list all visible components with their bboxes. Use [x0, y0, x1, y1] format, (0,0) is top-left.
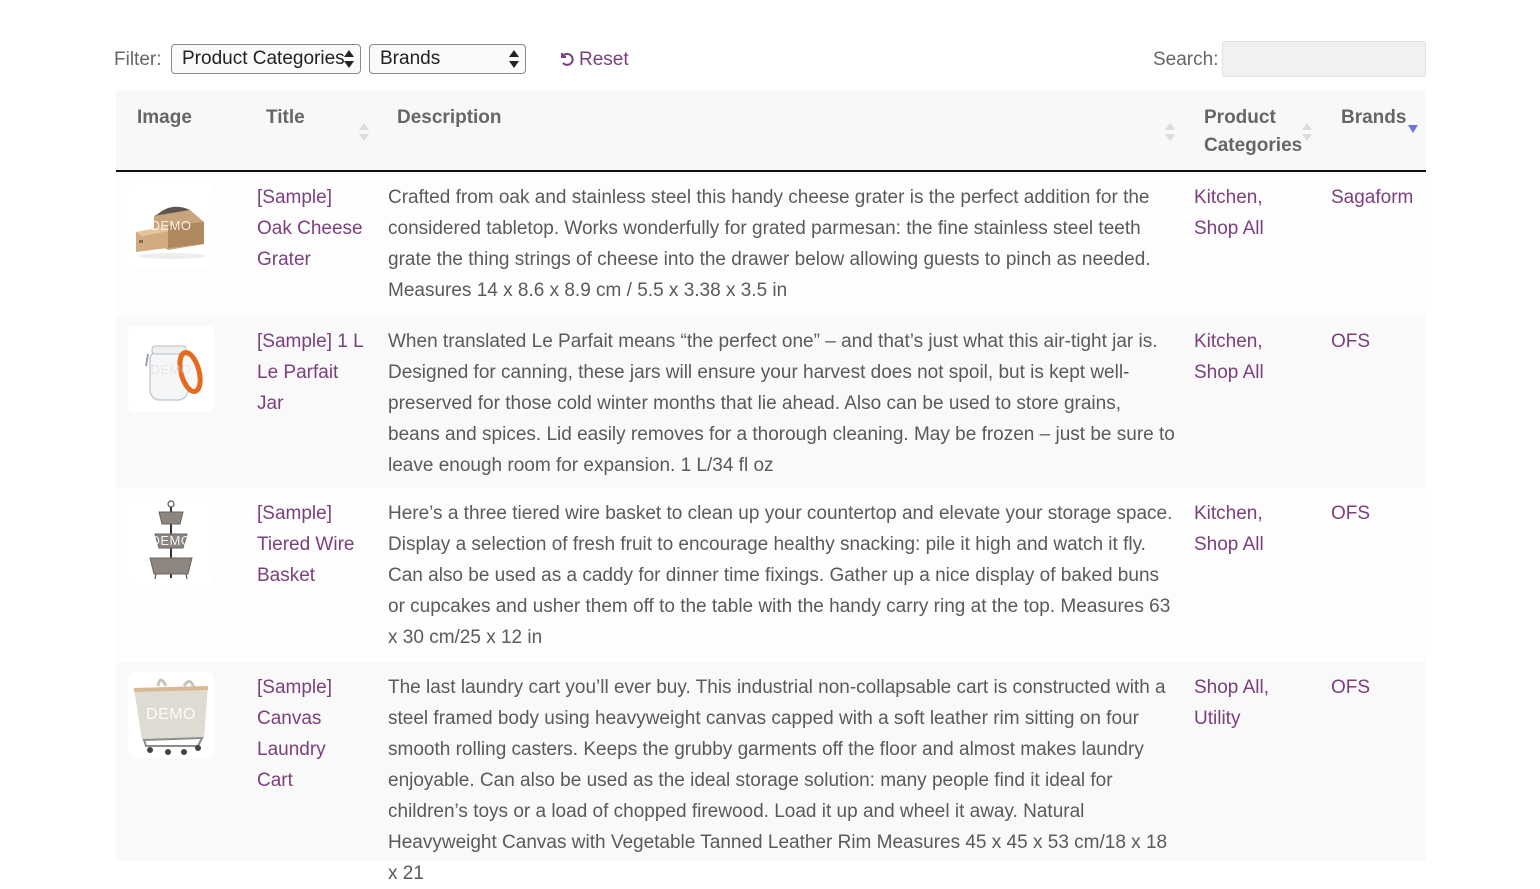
column-header-image: Image — [137, 107, 192, 128]
product-categories — [1194, 182, 1304, 244]
product-description: Crafted from oak and stainless steel this handy cheese grater is the perfect addition for the considered tabletop. Works wonderfully for grated parmesan: the fine stainless steel teeth grate the thing strings of cheese into the drawer below allowing guests to pinch as needed. Measures 14 x 8.6 x 8.9 cm / 5.5 x 3.38 x 3.5 in — [388, 187, 1151, 301]
product-thumbnail[interactable] — [128, 182, 214, 268]
category-link-kitchen[interactable]: Kitchen, — [1194, 503, 1263, 524]
filter-label: Filter: — [114, 49, 162, 70]
reset-button[interactable] — [559, 49, 629, 71]
product-description: The last laundry cart you’ll ever buy. This industrial non-collapsable cart is constructed with a steel framed body using heavyweight canvas capped with a soft leather rim sitting on four smooth rolling casters. Keeps the grubby garments off the floor and almost makes laundry enjoyable. Can also be used as the ideal storage solution: many people find it ideal for children’s toys or a load of chopped firewood. Load it up and wheel it away. Natural Heavyweight Canvas with Vegetable Tanned Leather Rim Measures 45 x 45 x 53 cm/18 x 18 x 21 — [388, 677, 1168, 884]
product-thumbnail[interactable] — [128, 326, 214, 412]
product-categories-select-value: Product Categories — [182, 48, 345, 69]
product-title-link[interactable]: [Sample] Canvas Laundry Cart — [257, 677, 332, 791]
product-title-link[interactable]: [Sample] Oak Cheese Grater — [257, 187, 363, 270]
product-thumbnail[interactable] — [128, 498, 214, 584]
sort-icon — [359, 123, 369, 141]
demo-watermark: DEMO — [146, 706, 196, 723]
table-row — [116, 488, 1426, 662]
product-categories — [1194, 498, 1304, 560]
category-link-shop-all[interactable]: Shop All — [1194, 218, 1264, 239]
sort-desc-icon — [1408, 125, 1418, 133]
brand-link[interactable]: Sagaform — [1331, 187, 1414, 208]
undo-icon — [559, 51, 575, 67]
category-link-shop-all[interactable]: Shop All — [1194, 534, 1264, 555]
select-arrows-icon — [509, 50, 519, 68]
sort-icon — [1165, 123, 1175, 141]
product-categories — [1194, 672, 1304, 734]
search-label: Search: — [1153, 49, 1219, 70]
table-toolbar — [116, 40, 1426, 80]
product-categories-select[interactable] — [171, 44, 361, 74]
product-thumbnail[interactable] — [128, 672, 214, 758]
brands-select[interactable] — [369, 44, 526, 74]
category-link-utility[interactable]: Utility — [1194, 708, 1241, 729]
brands-select-value: Brands — [380, 48, 441, 69]
search-input[interactable] — [1222, 41, 1426, 77]
brand-link[interactable]: OFS — [1331, 503, 1371, 524]
sort-icon — [1302, 123, 1312, 141]
product-title-link[interactable]: [Sample] 1 L Le Parfait Jar — [257, 331, 364, 414]
reset-label: Reset — [579, 49, 629, 70]
brand-link[interactable]: OFS — [1331, 331, 1371, 352]
table-row — [116, 172, 1426, 316]
category-link-kitchen[interactable]: Kitchen, — [1194, 331, 1263, 352]
table-row — [116, 316, 1426, 488]
select-arrows-icon — [344, 50, 354, 68]
category-link-shop-all[interactable]: Shop All, — [1194, 677, 1269, 698]
category-link-shop-all[interactable]: Shop All — [1194, 362, 1264, 383]
category-link-kitchen[interactable]: Kitchen, — [1194, 187, 1263, 208]
product-categories — [1194, 326, 1304, 388]
table-header: Image Title Description Product Categories Brands — [116, 90, 1426, 172]
demo-watermark: DEMO — [150, 218, 192, 233]
brand-link[interactable]: OFS — [1331, 677, 1371, 698]
product-description: Here’s a three tiered wire basket to clean up your countertop and elevate your storage space. Display a selection of fresh fruit to encourage healthy snacking: pile it high and watch it fly. Can also be used as a caddy for dinner time fixings. Gather up a nice display of baked buns or cupcakes and usher them off to the table with the handy carry ring at the top. Measures 63 x 30 cm/25 x 12 in — [388, 503, 1173, 648]
demo-watermark: DEMO — [150, 362, 192, 377]
demo-watermark: DEMO — [150, 533, 192, 548]
product-description: When translated Le Parfait means “the perfect one” – and that’s just what this air-tight jar is. Designed for canning, these jars will ensure your harvest does not spoil, but is kept well-preserved for those cold winter months that lie ahead. Also can be used to store grains, beans and spices. Lid easily removes for a thorough cleaning. May be frozen – just be sure to leave enough room for expansion. 1 L/34 fl oz — [388, 331, 1175, 476]
product-title-link[interactable]: [Sample] Tiered Wire Basket — [257, 503, 355, 586]
table-row — [116, 662, 1426, 884]
